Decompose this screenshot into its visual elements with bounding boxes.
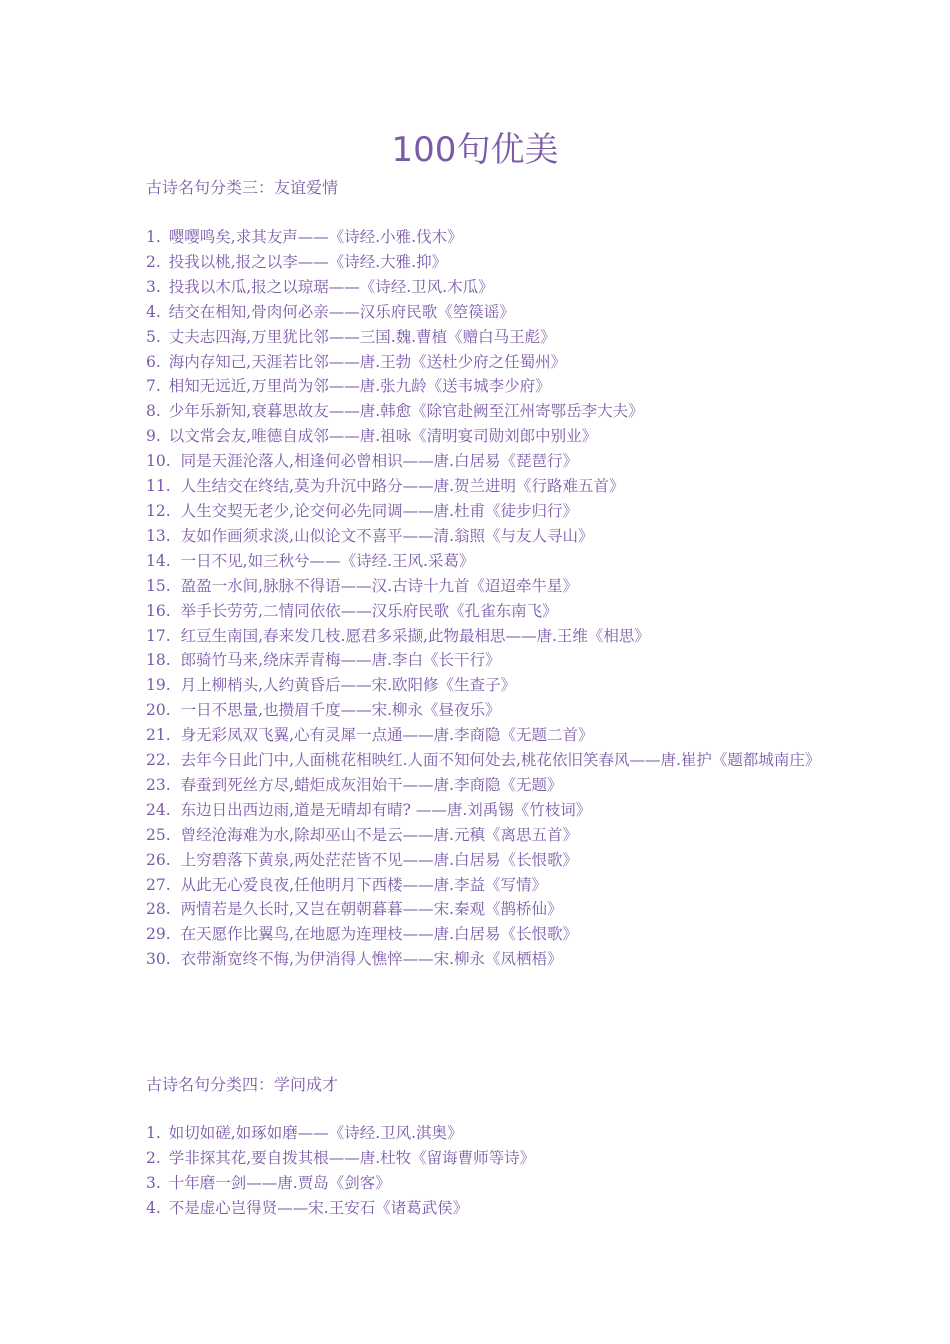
list-item — [146, 1121, 821, 1146]
item-number: 13. — [146, 526, 171, 545]
list-item — [146, 300, 821, 325]
item-number: 5. — [146, 327, 161, 346]
item-text: 丈夫志四海,万里犹比邻——三国.魏.曹植《赠白马王彪》 — [168, 327, 556, 346]
item-number: 1. — [146, 1124, 161, 1142]
item-text: 相知无远近,万里尚为邻——唐.张九龄《送韦城李少府》 — [168, 377, 551, 396]
item-text: 一日不思量,也攒眉千度——宋.柳永《昼夜乐》 — [180, 701, 501, 720]
item-number: 12. — [146, 501, 171, 520]
list-item — [146, 574, 821, 599]
item-number: 26. — [146, 850, 171, 869]
item-number: 1. — [146, 228, 161, 246]
section-heading-learning: 古诗名句分类四：学问成才 — [146, 1075, 339, 1094]
item-text: 去年今日此门中,人面桃花相映红.人面不知何处去,桃花依旧笑春风——唐.崔护《题都城南庄》 — [180, 751, 821, 770]
item-text: 月上柳梢头,人约黄昏后——宋.欧阳修《生查子》 — [180, 676, 517, 695]
item-text: 人生结交在终结,莫为升沉中路分——唐.贺兰进明《行路难五首》 — [180, 477, 625, 496]
list-item — [146, 848, 821, 873]
item-number: 22. — [146, 751, 171, 770]
item-text: 嘤嘤鸣矣,求其友声——《诗经.小雅.伐木》 — [168, 228, 463, 246]
page-title: 100句优美 — [391, 130, 559, 170]
list-item — [146, 325, 821, 350]
list-item — [146, 1146, 821, 1171]
quote-list-learning — [146, 1121, 821, 1221]
item-number: 16. — [146, 601, 171, 620]
item-text: 同是天涯沦落人,相逢何必曾相识——唐.白居易《琵琶行》 — [180, 452, 579, 471]
item-number: 10. — [146, 452, 171, 471]
list-item — [146, 823, 821, 848]
item-number: 17. — [146, 626, 171, 645]
item-text: 投我以木瓜,报之以琼琚——《诗经.卫风.木瓜》 — [168, 277, 494, 296]
quote-list-friendship-love — [146, 225, 821, 972]
item-text: 人生交契无老少,论交何必先同调——唐.杜甫《徒步归行》 — [180, 501, 579, 520]
list-item — [146, 748, 821, 773]
list-item — [146, 599, 821, 624]
item-text: 投我以桃,报之以李——《诗经.大雅.抑》 — [168, 252, 448, 271]
item-number: 3. — [146, 1173, 161, 1192]
item-number: 19. — [146, 676, 171, 695]
list-item — [146, 549, 821, 574]
list-item — [146, 947, 821, 972]
section-heading-friendship-love: 古诗名句分类三：友谊爱情 — [146, 178, 339, 197]
item-text: 举手长劳劳,二情同依依——汉乐府民歌《孔雀东南飞》 — [180, 601, 558, 620]
item-text: 东边日出西边雨,道是无晴却有晴? ——唐.刘禹锡《竹枝词》 — [180, 800, 592, 819]
item-number: 11. — [146, 477, 171, 496]
list-item — [146, 698, 821, 723]
item-number: 7. — [146, 377, 161, 396]
list-item — [146, 350, 821, 375]
item-number: 9. — [146, 427, 161, 446]
list-item — [146, 225, 821, 250]
item-text: 两情若是久长时,又岂在朝朝暮暮——宋.秦观《鹊桥仙》 — [180, 900, 563, 919]
item-number: 6. — [146, 352, 161, 371]
list-item — [146, 524, 821, 549]
list-item — [146, 897, 821, 922]
item-number: 28. — [146, 900, 171, 919]
item-text: 衣带渐宽终不悔,为伊消得人憔悴——宋.柳永《凤栖梧》 — [180, 950, 563, 969]
item-number: 20. — [146, 701, 171, 720]
item-number: 15. — [146, 576, 171, 595]
item-number: 18. — [146, 651, 171, 670]
item-number: 2. — [146, 1148, 161, 1167]
list-item — [146, 474, 821, 499]
item-text: 结交在相知,骨肉何必亲——汉乐府民歌《箜篌谣》 — [168, 302, 515, 321]
item-text: 如切如磋,如琢如磨——《诗经.卫风.淇奥》 — [168, 1124, 463, 1142]
item-number: 2. — [146, 252, 161, 271]
item-text: 以文常会友,唯德自成邻——唐.祖咏《清明宴司勋刘郎中别业》 — [168, 427, 598, 446]
list-item — [146, 873, 821, 898]
item-text: 十年磨一剑——唐.贾岛《剑客》 — [168, 1173, 391, 1192]
list-item — [146, 624, 821, 649]
item-text: 不是虚心岂得贤——宋.王安石《诸葛武侯》 — [168, 1198, 469, 1217]
list-item — [146, 648, 821, 673]
item-text: 身无彩凤双飞翼,心有灵犀一点通——唐.李商隐《无题二首》 — [180, 726, 594, 745]
list-item — [146, 499, 821, 524]
item-number: 3. — [146, 277, 161, 296]
item-text: 曾经沧海难为水,除却巫山不是云——唐.元稹《离思五首》 — [180, 825, 579, 844]
list-item — [146, 275, 821, 300]
item-text: 海内存知己,天涯若比邻——唐.王勃《送杜少府之任蜀州》 — [168, 352, 567, 371]
list-item — [146, 374, 821, 399]
list-item — [146, 798, 821, 823]
list-item — [146, 424, 821, 449]
item-number: 14. — [146, 551, 171, 570]
item-text: 红豆生南国,春来发几枝.愿君多采撷,此物最相思——唐.王维《相思》 — [180, 626, 650, 645]
list-item — [146, 250, 821, 275]
item-text: 一日不见,如三秋兮——《诗经.王风.采葛》 — [180, 551, 475, 570]
item-number: 25. — [146, 825, 171, 844]
item-text: 在天愿作比翼鸟,在地愿为连理枝——唐.白居易《长恨歌》 — [180, 925, 579, 944]
item-text: 友如作画须求淡,山似论文不喜平——清.翁照《与友人寻山》 — [180, 526, 594, 545]
item-text: 少年乐新知,衰暮思故友——唐.韩愈《除官赴阙至江州寄鄂岳李大夫》 — [168, 402, 644, 421]
item-text: 上穷碧落下黄泉,两处茫茫皆不见——唐.白居易《长恨歌》 — [180, 850, 579, 869]
list-item — [146, 1171, 821, 1196]
item-text: 春蚕到死丝方尽,蜡炬成灰泪始干——唐.李商隐《无题》 — [180, 775, 563, 794]
item-number: 27. — [146, 875, 171, 894]
item-text: 学非探其花,要自拨其根——唐.杜牧《留诲曹师等诗》 — [168, 1148, 536, 1167]
item-text: 郎骑竹马来,绕床弄青梅——唐.李白《长干行》 — [180, 651, 501, 670]
item-text: 从此无心爱良夜,任他明月下西楼——唐.李益《写情》 — [180, 875, 548, 894]
item-number: 30. — [146, 950, 171, 969]
item-number: 8. — [146, 402, 161, 421]
list-item — [146, 449, 821, 474]
item-number: 29. — [146, 925, 171, 944]
item-text: 盈盈一水间,脉脉不得语——汉.古诗十九首《迢迢牵牛星》 — [180, 576, 579, 595]
item-number: 4. — [146, 302, 161, 321]
list-item — [146, 773, 821, 798]
item-number: 21. — [146, 726, 171, 745]
list-item — [146, 922, 821, 947]
item-number: 4. — [146, 1198, 161, 1217]
list-item — [146, 399, 821, 424]
list-item — [146, 1196, 821, 1221]
item-number: 24. — [146, 800, 171, 819]
list-item — [146, 673, 821, 698]
list-item — [146, 723, 821, 748]
item-number: 23. — [146, 775, 171, 794]
